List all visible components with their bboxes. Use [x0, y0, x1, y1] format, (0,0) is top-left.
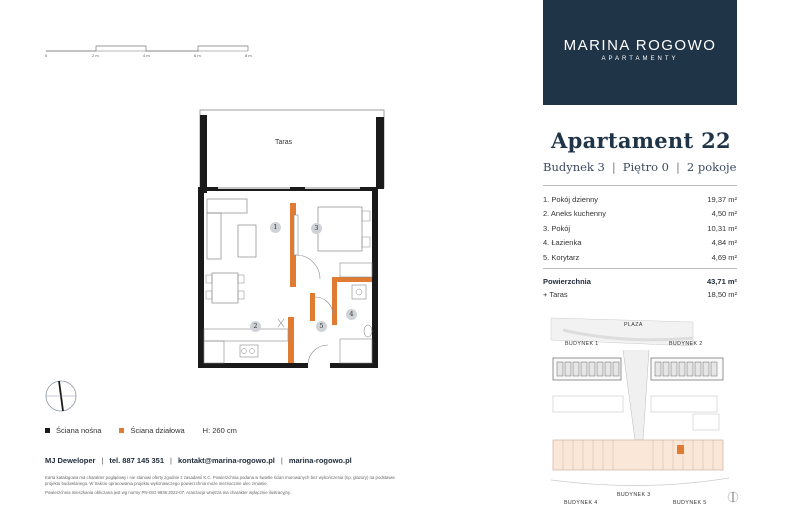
- room-number-4: 4: [346, 309, 357, 320]
- room-row: 2. Aneks kuchenny 4,50 m²: [543, 209, 737, 219]
- site-label-building-3: BUDYNEK 3: [617, 492, 651, 498]
- scale-label-2m: 2 m: [92, 53, 99, 58]
- apartment-subtitle: Budynek 3 | Piętro 0 | 2 pokoje: [543, 160, 737, 174]
- email-link[interactable]: kontakt@marina-rogowo.pl: [177, 456, 275, 465]
- scale-bar: [40, 40, 260, 54]
- website-link[interactable]: marina-rogowo.pl: [288, 456, 352, 465]
- room-list: [543, 193, 737, 265]
- room-number-2: 2: [250, 321, 261, 332]
- room-row: 4. Łazienka 4,84 m²: [543, 238, 737, 248]
- legend-item-height: H: 260 cm: [202, 426, 237, 435]
- scale-label-0: 0: [45, 53, 48, 58]
- room-row: 3. Pokój 10,31 m²: [543, 223, 737, 233]
- legend-item-bearing: Ściana nośna: [45, 426, 101, 435]
- scale-label-6m: 6 m: [194, 53, 201, 58]
- scale-label-8m: 8 m: [245, 53, 252, 58]
- brand-block: [543, 0, 737, 105]
- floor: Piętro 0: [622, 160, 669, 174]
- brand-subtitle: APARTAMENTY: [601, 56, 679, 62]
- total-row: Powierzchnia 43,71 m²: [543, 277, 737, 286]
- divider: [543, 268, 737, 269]
- site-label-building-5: BUDYNEK 5: [673, 500, 707, 506]
- brand-name: MARINA ROGOWO: [563, 37, 717, 54]
- room-number-1: 1: [270, 222, 281, 233]
- room-number-3: 3: [311, 223, 322, 234]
- apartment-title: Apartament 22: [551, 128, 731, 153]
- bearing-wall-swatch: [45, 428, 50, 433]
- legend-item-partition: Ściana działowa: [119, 426, 184, 435]
- site-label-building-2: BUDYNEK 2: [669, 341, 703, 347]
- company-name: MJ Deweloper: [45, 456, 96, 465]
- totals: [543, 275, 737, 301]
- terrace-row: + Taras 18,50 m²: [543, 290, 737, 299]
- contact-line: MJ Deweloper | tel. 887 145 351 | kontakt@marina-rogowo.pl | marina-rogowo.pl: [45, 456, 352, 465]
- legend: [45, 426, 255, 435]
- partition-wall-swatch: [119, 428, 124, 433]
- building: Budynek 3: [543, 160, 605, 174]
- terrace-label: Taras: [275, 139, 293, 146]
- divider: [543, 185, 737, 186]
- rooms-count: 2 pokoje: [686, 160, 737, 174]
- disclaimer-2: Powierzchnia mieszkania obliczana jest wg normy PN-ISO 9836:2022-07. Aranżacja wnętrza ma charakter wyłącznie ilustracyjny.: [45, 490, 291, 495]
- room-row: 1. Pokój dzienny 19,37 m²: [543, 195, 737, 204]
- site-label-building-4: BUDYNEK 4: [564, 500, 598, 506]
- compass-icon: [44, 379, 78, 413]
- room-row: 5. Korytarz 4,69 m²: [543, 252, 737, 262]
- phone[interactable]: tel. 887 145 351: [109, 456, 165, 465]
- site-label-plaza: PLAZA: [624, 322, 643, 328]
- site-label-building-1: BUDYNEK 1: [565, 341, 599, 347]
- room-number-5: 5: [316, 321, 327, 332]
- disclaimer-1: Karta katalogowa ma charakter poglądowy i nie stanowi oferty zgodnie z zasadami K.C. Powierzchnia podana w świetle ścian murowanych bez wykończenia (np. glazury) na podstawie projektu budowlanego. W trakcie opracowania projektu wykonawczego powierzchnia może nieznacznie ulec zmianie.: [45, 475, 395, 486]
- scale-label-4m: 4 m: [143, 53, 150, 58]
